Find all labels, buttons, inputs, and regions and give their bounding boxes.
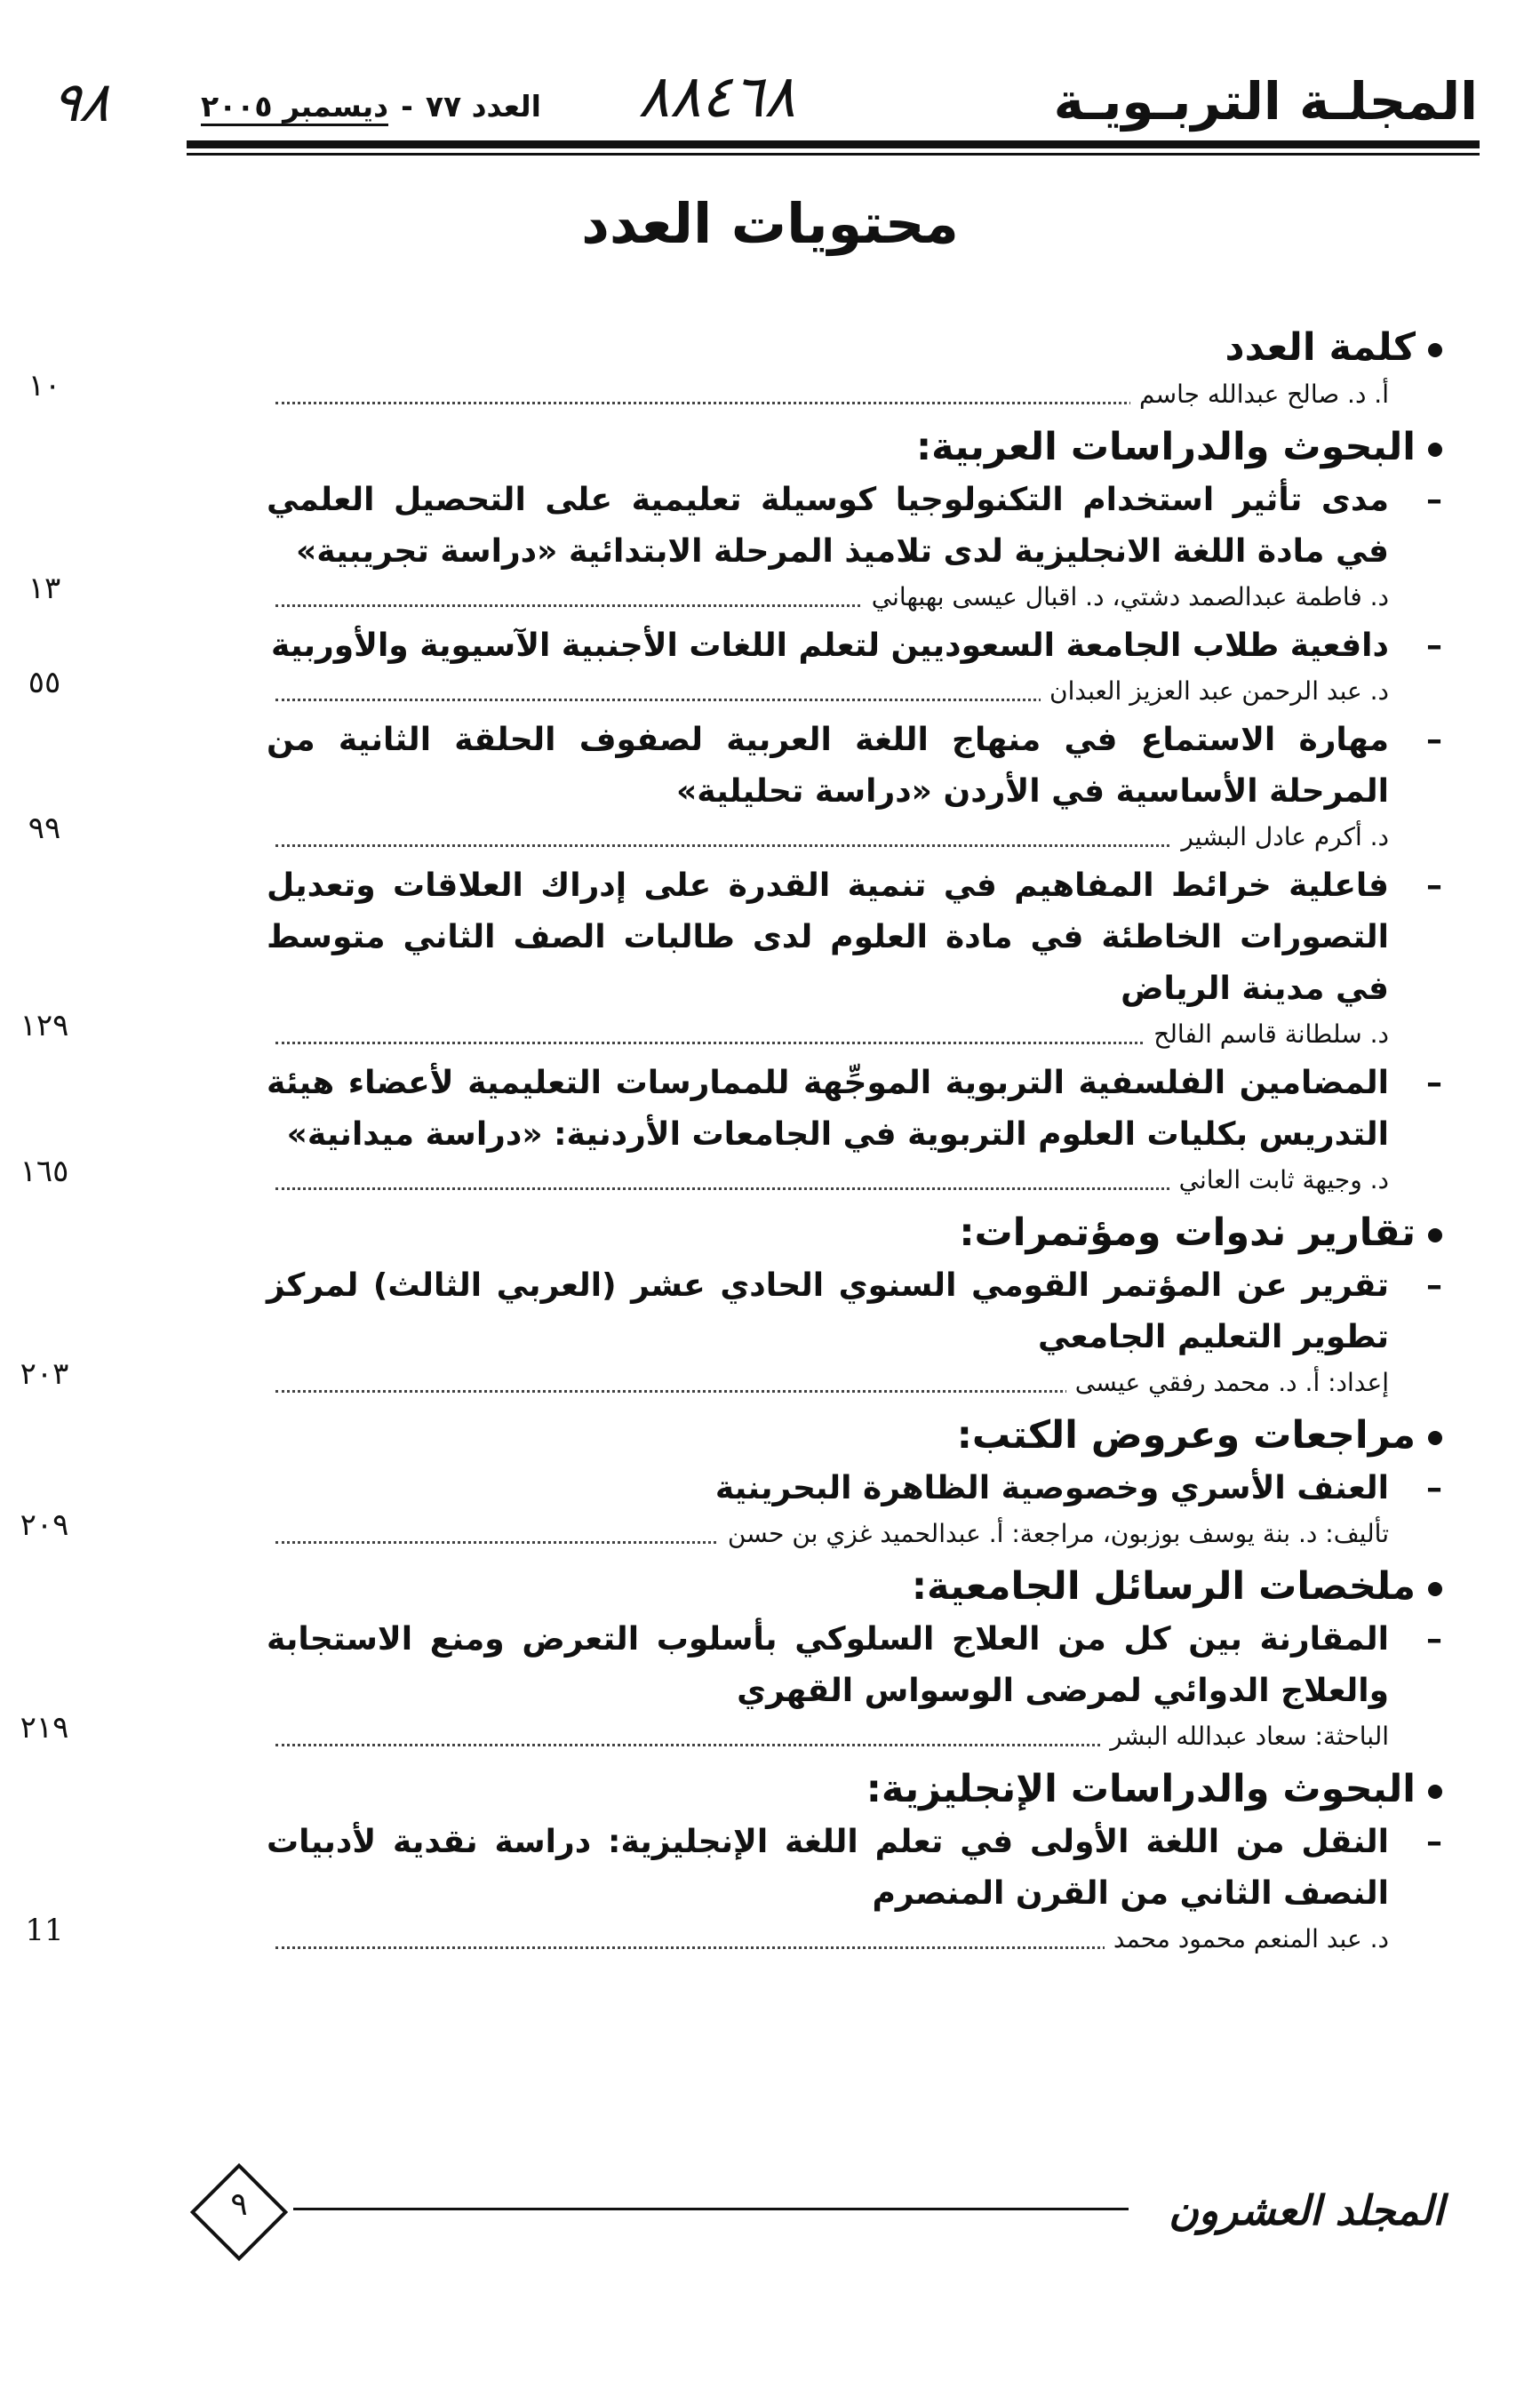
section-heading <box>267 1410 1442 1461</box>
section-heading <box>267 1561 1442 1612</box>
section-heading-text: البحوث والدراسات الإنجليزية: <box>866 1767 1416 1811</box>
dash-marker: – <box>1426 1621 1442 1658</box>
section-heading-text: تقارير ندوات ومؤتمرات: <box>959 1210 1416 1255</box>
entry-title-text: دافعية طلاب الجامعة السعوديين لتعلم اللغات الأجنبية الآسيوية والأوربية <box>270 627 1389 664</box>
bullet-icon <box>1428 1785 1442 1799</box>
section-heading-text: ملخصات الرسائل الجامعية: <box>911 1564 1416 1609</box>
section-heading <box>267 322 1442 373</box>
toc-entry <box>20 1058 1442 1202</box>
dash-marker: – <box>1426 627 1442 664</box>
entry-title <box>267 1260 1442 1363</box>
section-heading-text: البحوث والدراسات العربية: <box>915 425 1416 469</box>
toc-entry <box>20 1260 1442 1404</box>
entry-title <box>267 1463 1442 1514</box>
entry-author: د. سلطانة قاسم الفالح <box>1145 1017 1389 1052</box>
entry-title <box>267 475 1442 578</box>
entry-page-number: ٢١٩ <box>20 1710 69 1746</box>
entry-author: الباحثة: سعاد عبدالله البشر <box>1101 1719 1389 1754</box>
entry-title-text: فاعلية خرائط المفاهيم في تنمية القدرة على إدراك العلاقات وتعديل التصورات الخاطئة في مادة العلوم لدى طالبات الصف الثاني متوسط في مدينة الرياض <box>267 867 1389 1007</box>
entry-author: د. فاطمة عبدالصمد دشتي، د. اقبال عيسى بهبهاني <box>863 579 1389 615</box>
entry-page-number: 11 <box>25 1913 64 1948</box>
entry-page-number: ٢٠٩ <box>20 1507 69 1543</box>
handwritten-accession-number: ٨٨٤٦٨ <box>638 62 796 131</box>
toc-section <box>20 1207 1442 1404</box>
bullet-icon <box>1428 343 1442 357</box>
issue-date: ديسمبر ٢٠٠٥ <box>201 89 388 126</box>
entry-title <box>267 715 1442 818</box>
entry-page-number: ١٠ <box>28 368 61 403</box>
toc-section <box>20 1410 1442 1555</box>
entry-title <box>267 1058 1442 1161</box>
entry-title <box>267 620 1442 672</box>
bullet-icon <box>1428 1228 1442 1242</box>
dash-marker: – <box>1426 1065 1442 1101</box>
toc-section <box>25 1763 1442 1961</box>
section-heading <box>267 421 1442 473</box>
toc-entry <box>25 1817 1442 1961</box>
author-row <box>25 1913 1389 1961</box>
bullet-icon <box>1428 1582 1442 1596</box>
entry-title <box>267 860 1442 1015</box>
author-row <box>28 571 1389 619</box>
dash-marker: – <box>1426 867 1442 904</box>
entry-title <box>267 1817 1442 1920</box>
header-rule-thick <box>187 140 1480 148</box>
entry-author: تأليف: د. بنة يوسف بوزبون، مراجعة: أ. عبدالحميد غزي بن حسن <box>719 1516 1389 1552</box>
entry-page-number: ٢٠٣ <box>20 1356 69 1392</box>
issue-separator: - <box>401 89 413 124</box>
author-row <box>28 665 1389 713</box>
dash-marker: – <box>1426 1470 1442 1506</box>
dash-marker: – <box>1426 722 1442 758</box>
page-header <box>0 0 1540 178</box>
toc-entry <box>20 860 1442 1056</box>
header-rule-thin <box>187 153 1480 156</box>
entry-title-text: المضامين الفلسفية التربوية الموجِّهة للممارسات التعليمية لأعضاء هيئة التدريس بكليات العلوم التربوية في الجامعات الأردنية: «دراسة ميدانية» <box>267 1065 1389 1153</box>
entry-author: د. عبد المنعم محمود محمد <box>1105 1922 1389 1957</box>
author-row <box>28 811 1389 859</box>
entry-author: د. وجيهة ثابت العاني <box>1170 1163 1389 1198</box>
toc-section <box>20 1561 1442 1758</box>
entry-title-text: المقارنة بين كل من العلاج السلوكي بأسلوب التعرض ومنع الاستجابة والعلاج الدوائي لمرضى الوسواس القهري <box>267 1621 1389 1709</box>
page-number: ٩ <box>230 2186 248 2223</box>
section-heading <box>267 1763 1442 1815</box>
toc-entry <box>28 475 1442 619</box>
issue-number: العدد ٧٧ <box>425 89 541 124</box>
author-row <box>20 1507 1389 1555</box>
toc-entry <box>20 1614 1442 1758</box>
section-heading-text: كلمة العدد <box>1225 325 1416 370</box>
handwritten-page-mark: ٩٨ <box>46 69 116 134</box>
toc-section <box>28 322 1442 416</box>
entry-page-number: ١٢٩ <box>20 1008 69 1043</box>
entry-author: د. عبد الرحمن عبد العزيز العبدان <box>1041 674 1389 709</box>
entry-page-number: ٩٩ <box>28 811 61 846</box>
entry-title-text: تقرير عن المؤتمر القومي السنوي الحادي عشر (العربي الثالث) لمركز تطوير التعليم الجامعي <box>267 1267 1389 1355</box>
footer-volume: المجلد العشرون <box>1169 2186 1444 2234</box>
entry-page-number: ٥٥ <box>28 665 61 700</box>
author-row <box>20 1008 1389 1056</box>
entry-author: إعداد: أ. د. محمد رفقي عيسى <box>1066 1365 1389 1401</box>
bullet-icon <box>1428 443 1442 457</box>
section-heading-text: مراجعات وعروض الكتب: <box>956 1413 1416 1458</box>
entry-author: د. أكرم عادل البشير <box>1172 819 1389 855</box>
dash-marker: – <box>1426 1824 1442 1860</box>
toc-entry <box>28 368 1442 416</box>
dash-marker: – <box>1426 1267 1442 1304</box>
author-row <box>20 1356 1389 1404</box>
journal-name: المجلـة التربـويـة <box>1053 71 1478 132</box>
author-row <box>20 1154 1389 1202</box>
entry-page-number: ١٣ <box>28 571 61 606</box>
toc-entry <box>28 715 1442 859</box>
entry-title-text: العنف الأسري وخصوصية الظاهرة البحرينية <box>714 1470 1389 1506</box>
author-row <box>28 368 1389 416</box>
table-of-contents <box>20 322 1442 1966</box>
footer-rule <box>293 2208 1129 2210</box>
issue-info <box>188 89 541 126</box>
entry-page-number: ١٦٥ <box>20 1154 69 1189</box>
bullet-icon <box>1428 1431 1442 1445</box>
entry-title-text: مدى تأثير استخدام التكنولوجيا كوسيلة تعليمية على التحصيل العلمي في مادة اللغة الانجليزية لدى تلاميذ المرحلة الابتدائية «دراسة تجريبية» <box>267 482 1389 570</box>
section-heading <box>267 1207 1442 1258</box>
entry-title-text: النقل من اللغة الأولى في تعلم اللغة الإنجليزية: دراسة نقدية لأدبيات النصف الثاني من القرن المنصرم <box>267 1824 1389 1912</box>
toc-section <box>20 421 1442 1202</box>
entry-author: أ. د. صالح عبدالله جاسم <box>1130 377 1389 412</box>
toc-entry <box>28 620 1442 713</box>
toc-entry <box>20 1463 1442 1555</box>
entry-title-text: مهارة الاستماع في منهاج اللغة العربية لصفوف الحلقة الثانية من المرحلة الأساسية في الأردن «دراسة تحليلية» <box>267 722 1389 810</box>
dash-marker: – <box>1426 482 1442 518</box>
author-row <box>20 1710 1389 1758</box>
entry-title <box>267 1614 1442 1717</box>
page-title: محتويات العدد <box>581 191 959 256</box>
